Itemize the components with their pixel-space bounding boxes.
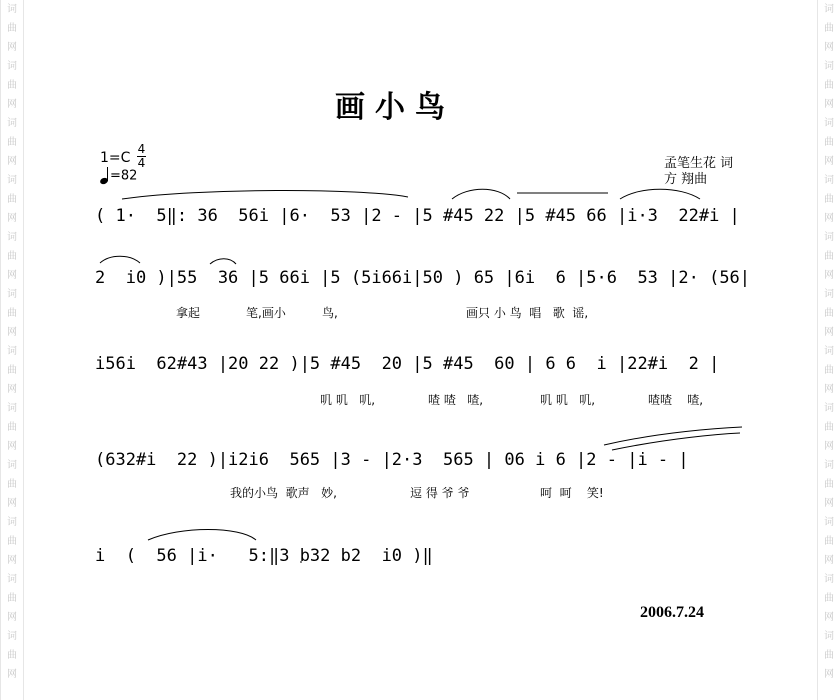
slur-line1-a <box>122 190 408 199</box>
watermark-char: 网 <box>824 441 834 452</box>
watermark-char: 网 <box>7 441 17 452</box>
lyric-line4-a: 我的小鸟 歌声 妙, <box>230 486 337 500</box>
watermark-char: 曲 <box>824 536 834 547</box>
watermark-char: 曲 <box>824 365 834 376</box>
watermark-char: 网 <box>7 612 17 623</box>
watermark-char: 曲 <box>824 422 834 433</box>
watermark-char: 曲 <box>7 365 17 376</box>
watermark-char: 词 <box>824 4 834 15</box>
watermark-char: 词 <box>7 232 17 243</box>
watermark-char: 网 <box>7 498 17 509</box>
composer-credit: 方 翔曲 <box>664 172 708 187</box>
watermark-char: 网 <box>7 213 17 224</box>
lyric-line3-b: 喳 喳 喳, <box>428 393 484 407</box>
watermark-char: 词 <box>7 118 17 129</box>
lyric-line2-b: 笔,画小 <box>246 306 286 320</box>
watermark-char: 网 <box>824 270 834 281</box>
watermark-char: 网 <box>824 99 834 110</box>
lyric-line3-c: 叽 叽 叽, <box>540 393 596 407</box>
watermark-char: 词 <box>824 61 834 72</box>
watermark-char: 网 <box>7 555 17 566</box>
watermark-char: 曲 <box>824 650 834 661</box>
watermark-char: 曲 <box>824 593 834 604</box>
watermark-char: 曲 <box>7 479 17 490</box>
watermark-char: 词 <box>7 175 17 186</box>
slur-line4-b <box>612 433 740 450</box>
watermark-char: 词 <box>824 118 834 129</box>
notation-line-4: (632#i 22 )|i2i6 565 |3 - |2·3 565 | 06 i 6 |2 - |i - | <box>95 450 689 470</box>
lyric-line2-d: 画只 小 鸟 唱 歌 谣, <box>466 306 589 320</box>
watermark-char: 曲 <box>7 137 17 148</box>
watermark-char: 曲 <box>824 308 834 319</box>
watermark-char: 网 <box>7 156 17 167</box>
watermark-char: 曲 <box>824 80 834 91</box>
notation-line-3: i56i 62#43 |20 22 )|5 #45 20 |5 #45 60 | 6 6 i |22#i 2 | <box>95 354 720 374</box>
watermark-char: 词 <box>7 517 17 528</box>
watermark-char: 曲 <box>7 80 17 91</box>
watermark-char: 曲 <box>7 422 17 433</box>
lyricist-credit: 孟笔生花 词 <box>664 156 734 171</box>
watermark-char: 网 <box>824 42 834 53</box>
slur-line1-b <box>452 189 510 199</box>
watermark-char: 词 <box>824 346 834 357</box>
slur-line4-a <box>604 427 742 445</box>
key-signature: 1=C <box>100 150 131 166</box>
lyric-line3-d: 喳喳 喳, <box>648 393 704 407</box>
watermark-char: 网 <box>7 384 17 395</box>
watermark-char: 网 <box>7 270 17 281</box>
watermark-char: 网 <box>824 612 834 623</box>
meter-top: 4 <box>137 142 146 156</box>
watermark-char: 网 <box>824 384 834 395</box>
watermark-char: 词 <box>824 232 834 243</box>
notation-line-1: ( 1· 5‖: 36 56i |6· 53 |2 - |5 #45 22 |5 #45 66 |i·3 22#i | <box>95 206 740 226</box>
watermark-char: 曲 <box>7 593 17 604</box>
watermark-char: 曲 <box>824 194 834 205</box>
watermark-char: 曲 <box>824 479 834 490</box>
watermark-char: 网 <box>824 327 834 338</box>
watermark-char: 词 <box>824 460 834 471</box>
watermark-char: 曲 <box>7 23 17 34</box>
watermark-char: 词 <box>7 289 17 300</box>
watermark-char: 曲 <box>824 251 834 262</box>
watermark-char: 网 <box>824 498 834 509</box>
watermark-char: 网 <box>7 42 17 53</box>
watermark-char: 曲 <box>7 650 17 661</box>
watermark-char: 网 <box>7 669 17 680</box>
watermark-char: 曲 <box>7 536 17 547</box>
watermark-char: 词 <box>824 631 834 642</box>
date-stamp: 2006.7.24 <box>640 604 704 621</box>
slur-line2-a <box>100 256 140 263</box>
watermark-char: 曲 <box>7 308 17 319</box>
watermark-char: 曲 <box>824 137 834 148</box>
meter-bottom: 4 <box>137 156 146 170</box>
lyric-line3-a: 叽 叽 叽, <box>320 393 376 407</box>
watermark-char: 网 <box>824 669 834 680</box>
lyric-line4-b: 逗 得 爷 爷 <box>410 486 470 500</box>
watermark-char: 网 <box>824 156 834 167</box>
watermark-char: 词 <box>7 460 17 471</box>
watermark-char: 词 <box>7 574 17 585</box>
slur-line2-b <box>210 259 236 264</box>
slur-line1-d <box>620 189 700 199</box>
watermark-char: 曲 <box>7 194 17 205</box>
watermark-char: 词 <box>7 631 17 642</box>
lyric-line2-c: 鸟, <box>322 306 338 320</box>
watermark-char: 网 <box>824 555 834 566</box>
watermark-char: 词 <box>7 61 17 72</box>
watermark-char: 词 <box>824 289 834 300</box>
watermark-char: 词 <box>7 403 17 414</box>
lyric-line4-c: 呵 呵 笑! <box>540 486 604 500</box>
notation-line-2: 2 i0 )|55 36 |5 66i |5 (5i66i|50 ) 65 |6i 6 |5·6 53 |2· (56| <box>95 268 751 288</box>
watermark-char: 词 <box>824 403 834 414</box>
slur-line5-a <box>148 530 256 541</box>
song-title: 画小鸟 <box>335 90 455 125</box>
notation-line-5: i ( 56 |i· 5:‖3 b32 b2 i0 )‖ <box>95 546 433 566</box>
watermark-char: 网 <box>824 213 834 224</box>
watermark-char: 词 <box>824 175 834 186</box>
watermark-char: 网 <box>7 327 17 338</box>
watermark-char: 网 <box>7 99 17 110</box>
watermark-char: 词 <box>7 346 17 357</box>
watermark-char: 词 <box>824 517 834 528</box>
lyric-line2-a: 拿起 <box>176 306 201 320</box>
watermark-char: 词 <box>7 4 17 15</box>
watermark-char: 词 <box>824 574 834 585</box>
watermark-char: 曲 <box>824 23 834 34</box>
watermark-char: 曲 <box>7 251 17 262</box>
tempo-value: =82 <box>110 168 138 184</box>
